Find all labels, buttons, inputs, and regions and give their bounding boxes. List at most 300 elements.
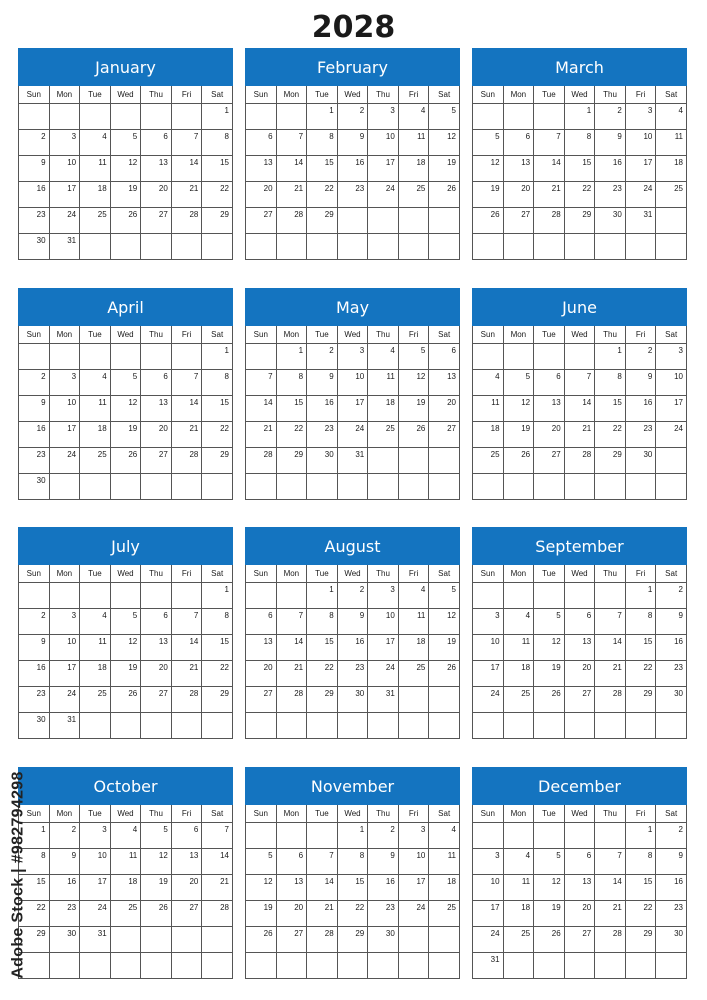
day-cell: 25 [368,422,399,448]
day-cell: 24 [473,687,504,713]
month-grid [245,86,460,260]
day-cell: 16 [337,156,368,182]
month-grid [245,565,460,739]
day-cell: 19 [534,661,565,687]
day-cell: 19 [534,901,565,927]
day-cell: 24 [368,661,399,687]
weekday-header: Fri [171,326,202,344]
weekday-header: Sat [656,805,687,823]
week-row [19,661,233,687]
empty-cell [337,953,368,979]
empty-cell [141,713,172,739]
day-cell: 15 [202,156,233,182]
day-cell: 23 [337,661,368,687]
empty-cell [141,104,172,130]
day-cell: 18 [473,422,504,448]
day-cell: 16 [656,635,687,661]
day-cell: 1 [595,344,626,370]
day-cell: 18 [503,901,534,927]
day-cell: 27 [246,687,277,713]
week-row [19,609,233,635]
weekday-header: Fri [398,326,429,344]
day-cell: 11 [656,130,687,156]
empty-cell [246,953,277,979]
day-cell: 21 [171,661,202,687]
empty-cell [534,713,565,739]
day-cell: 11 [503,875,534,901]
empty-cell [534,583,565,609]
day-cell: 15 [19,875,50,901]
month-title: April [18,288,233,326]
weekday-header: Sat [429,805,460,823]
empty-cell [276,583,307,609]
day-cell: 14 [564,396,595,422]
day-cell: 1 [307,583,338,609]
weekday-header: Sat [202,326,233,344]
empty-cell [110,474,141,500]
empty-cell [141,344,172,370]
day-cell: 3 [473,609,504,635]
day-cell: 7 [595,849,626,875]
empty-cell [564,713,595,739]
day-cell: 3 [337,344,368,370]
month-title: June [472,288,687,326]
day-cell: 8 [337,849,368,875]
day-cell: 9 [19,635,50,661]
day-cell: 1 [625,823,656,849]
day-cell: 2 [19,370,50,396]
weekday-header: Mon [503,86,534,104]
day-cell: 6 [246,130,277,156]
month-grid [18,565,233,739]
day-cell: 30 [656,687,687,713]
day-cell: 19 [246,901,277,927]
month-may [245,288,460,505]
day-cell: 27 [171,901,202,927]
empty-cell [429,208,460,234]
day-cell: 7 [276,609,307,635]
empty-cell [171,953,202,979]
weekday-header: Wed [564,565,595,583]
day-cell: 23 [19,448,50,474]
week-row [19,130,233,156]
day-cell: 9 [656,849,687,875]
month-grid [472,326,687,500]
month-february [245,48,460,265]
weekday-header: Wed [337,805,368,823]
empty-cell [656,234,687,260]
day-cell: 4 [368,344,399,370]
empty-cell [429,474,460,500]
empty-cell [503,713,534,739]
weekday-header: Sun [473,805,504,823]
day-cell: 2 [337,104,368,130]
day-cell: 23 [49,901,80,927]
empty-cell [307,713,338,739]
day-cell: 29 [307,687,338,713]
day-cell: 9 [19,156,50,182]
empty-cell [429,953,460,979]
day-cell: 21 [171,182,202,208]
day-cell: 22 [625,661,656,687]
week-row [246,422,460,448]
day-cell: 11 [429,849,460,875]
day-cell: 1 [625,583,656,609]
day-cell: 27 [564,927,595,953]
empty-cell [246,104,277,130]
day-cell: 7 [171,609,202,635]
day-cell: 5 [503,370,534,396]
week-row [19,583,233,609]
day-cell: 2 [307,344,338,370]
day-cell: 14 [171,396,202,422]
day-cell: 17 [473,901,504,927]
empty-cell [337,234,368,260]
day-cell: 4 [429,823,460,849]
day-cell: 14 [202,849,233,875]
empty-cell [656,448,687,474]
day-cell: 8 [202,130,233,156]
weekday-header: Mon [276,805,307,823]
week-row [473,713,687,739]
week-row [473,182,687,208]
day-cell: 5 [429,583,460,609]
month-november [245,767,460,984]
day-cell: 1 [276,344,307,370]
weekday-header: Fri [625,86,656,104]
empty-cell [368,448,399,474]
day-cell: 1 [202,104,233,130]
day-cell: 19 [110,661,141,687]
day-cell: 5 [110,609,141,635]
day-cell: 16 [595,156,626,182]
empty-cell [141,234,172,260]
empty-cell [110,953,141,979]
week-row [19,396,233,422]
weekday-header: Sun [246,565,277,583]
weekday-header: Sat [202,805,233,823]
weekday-header: Tue [307,565,338,583]
empty-cell [141,474,172,500]
day-cell: 18 [110,875,141,901]
day-cell: 15 [625,875,656,901]
weekday-header: Thu [595,565,626,583]
day-cell: 26 [246,927,277,953]
day-cell: 16 [49,875,80,901]
day-cell: 20 [534,422,565,448]
empty-cell [49,474,80,500]
empty-cell [503,234,534,260]
day-cell: 30 [307,448,338,474]
day-cell: 23 [19,208,50,234]
empty-cell [473,234,504,260]
day-cell: 27 [141,687,172,713]
day-cell: 14 [276,635,307,661]
empty-cell [276,104,307,130]
week-row [19,635,233,661]
weekday-header: Sun [19,326,50,344]
week-row [246,849,460,875]
empty-cell [429,927,460,953]
day-cell: 11 [80,156,111,182]
empty-cell [595,474,626,500]
day-cell: 7 [246,370,277,396]
empty-cell [534,823,565,849]
weekday-header: Thu [595,326,626,344]
day-cell: 13 [246,156,277,182]
day-cell: 28 [171,687,202,713]
day-cell: 14 [307,875,338,901]
day-cell: 10 [625,130,656,156]
day-cell: 22 [564,182,595,208]
empty-cell [625,953,656,979]
weekday-header: Wed [110,565,141,583]
empty-cell [246,234,277,260]
weekday-header: Sat [656,326,687,344]
day-cell: 14 [534,156,565,182]
day-cell: 8 [595,370,626,396]
empty-cell [110,104,141,130]
day-cell: 3 [49,609,80,635]
week-row [473,849,687,875]
weekday-header: Wed [564,326,595,344]
day-cell: 13 [564,875,595,901]
empty-cell [398,208,429,234]
empty-cell [398,448,429,474]
day-cell: 11 [398,130,429,156]
week-row [246,370,460,396]
day-cell: 4 [80,130,111,156]
weekday-header: Mon [276,326,307,344]
day-cell: 25 [503,927,534,953]
day-cell: 1 [19,823,50,849]
day-cell: 21 [595,661,626,687]
weekday-header: Sat [429,565,460,583]
week-row [246,474,460,500]
weekday-header: Wed [564,805,595,823]
empty-cell [368,208,399,234]
day-cell: 4 [110,823,141,849]
day-cell: 3 [49,130,80,156]
day-cell: 19 [141,875,172,901]
empty-cell [534,344,565,370]
weekday-header: Thu [595,86,626,104]
week-row [246,234,460,260]
day-cell: 20 [141,422,172,448]
weekday-header: Wed [337,565,368,583]
day-cell: 3 [368,583,399,609]
day-cell: 13 [429,370,460,396]
empty-cell [473,823,504,849]
weekday-header: Tue [80,326,111,344]
day-cell: 24 [49,687,80,713]
week-row [473,130,687,156]
empty-cell [564,583,595,609]
weekday-header: Mon [49,326,80,344]
day-cell: 19 [429,156,460,182]
day-cell: 24 [80,901,111,927]
week-row [473,448,687,474]
day-cell: 15 [276,396,307,422]
day-cell: 21 [276,182,307,208]
empty-cell [625,234,656,260]
day-cell: 31 [368,687,399,713]
month-grid [245,326,460,500]
day-cell: 30 [595,208,626,234]
day-cell: 29 [276,448,307,474]
day-cell: 7 [564,370,595,396]
empty-cell [534,474,565,500]
week-row [473,104,687,130]
day-cell: 5 [141,823,172,849]
weekday-header: Sat [429,86,460,104]
day-cell: 21 [595,901,626,927]
day-cell: 26 [110,687,141,713]
day-cell: 24 [337,422,368,448]
weekday-header: Thu [368,326,399,344]
day-cell: 17 [80,875,111,901]
day-cell: 26 [110,448,141,474]
weekday-header: Mon [276,565,307,583]
weekday-header: Tue [307,805,338,823]
day-cell: 24 [473,927,504,953]
weekday-header: Tue [80,86,111,104]
day-cell: 15 [595,396,626,422]
day-cell: 22 [307,661,338,687]
empty-cell [564,953,595,979]
empty-cell [398,234,429,260]
empty-cell [595,234,626,260]
month-june [472,288,687,505]
day-cell: 14 [171,635,202,661]
day-cell: 18 [398,156,429,182]
weekday-header: Sun [246,805,277,823]
weekday-header: Wed [110,86,141,104]
month-title: August [245,527,460,565]
empty-cell [564,344,595,370]
day-cell: 11 [503,635,534,661]
week-row [246,156,460,182]
week-row [246,687,460,713]
empty-cell [246,713,277,739]
weekday-header: Sat [202,565,233,583]
empty-cell [307,823,338,849]
week-row [19,422,233,448]
day-cell: 25 [80,208,111,234]
day-cell: 26 [429,182,460,208]
day-cell: 7 [534,130,565,156]
day-cell: 5 [429,104,460,130]
day-cell: 11 [80,635,111,661]
week-row [19,687,233,713]
day-cell: 12 [429,609,460,635]
day-cell: 25 [429,901,460,927]
day-cell: 12 [110,396,141,422]
day-cell: 18 [656,156,687,182]
empty-cell [202,953,233,979]
day-cell: 20 [246,661,277,687]
day-cell: 7 [307,849,338,875]
day-cell: 10 [473,635,504,661]
day-cell: 6 [141,130,172,156]
day-cell: 28 [171,448,202,474]
empty-cell [534,953,565,979]
day-cell: 31 [80,927,111,953]
day-cell: 23 [625,422,656,448]
day-cell: 11 [398,609,429,635]
day-cell: 6 [141,609,172,635]
day-cell: 17 [398,875,429,901]
empty-cell [246,344,277,370]
weekday-header: Tue [307,326,338,344]
day-cell: 28 [564,448,595,474]
week-row [473,396,687,422]
day-cell: 18 [80,422,111,448]
empty-cell [141,583,172,609]
empty-cell [276,474,307,500]
week-row [246,448,460,474]
week-row [19,953,233,979]
day-cell: 17 [49,422,80,448]
weekday-header: Fri [625,326,656,344]
empty-cell [276,823,307,849]
empty-cell [19,104,50,130]
day-cell: 20 [564,901,595,927]
day-cell: 25 [656,182,687,208]
empty-cell [625,713,656,739]
day-cell: 13 [141,635,172,661]
empty-cell [429,234,460,260]
day-cell: 2 [19,609,50,635]
day-cell: 1 [202,583,233,609]
day-cell: 17 [656,396,687,422]
week-row [473,156,687,182]
week-row [473,208,687,234]
day-cell: 11 [473,396,504,422]
day-cell: 21 [276,661,307,687]
day-cell: 19 [398,396,429,422]
empty-cell [246,474,277,500]
day-cell: 2 [595,104,626,130]
weekday-header: Mon [503,805,534,823]
week-row [473,823,687,849]
day-cell: 4 [656,104,687,130]
month-grid [472,565,687,739]
weekday-header: Tue [80,565,111,583]
week-row [246,661,460,687]
day-cell: 9 [19,396,50,422]
weekday-header: Sun [473,565,504,583]
weekday-header: Fri [398,565,429,583]
day-cell: 22 [337,901,368,927]
day-cell: 30 [49,927,80,953]
week-row [19,370,233,396]
empty-cell [276,953,307,979]
day-cell: 17 [625,156,656,182]
month-title: December [472,767,687,805]
empty-cell [276,713,307,739]
empty-cell [19,344,50,370]
day-cell: 2 [656,583,687,609]
stock-watermark [6,760,32,990]
empty-cell [141,953,172,979]
empty-cell [171,474,202,500]
day-cell: 27 [141,208,172,234]
empty-cell [398,953,429,979]
day-cell: 31 [49,234,80,260]
day-cell: 10 [80,849,111,875]
week-row [473,234,687,260]
